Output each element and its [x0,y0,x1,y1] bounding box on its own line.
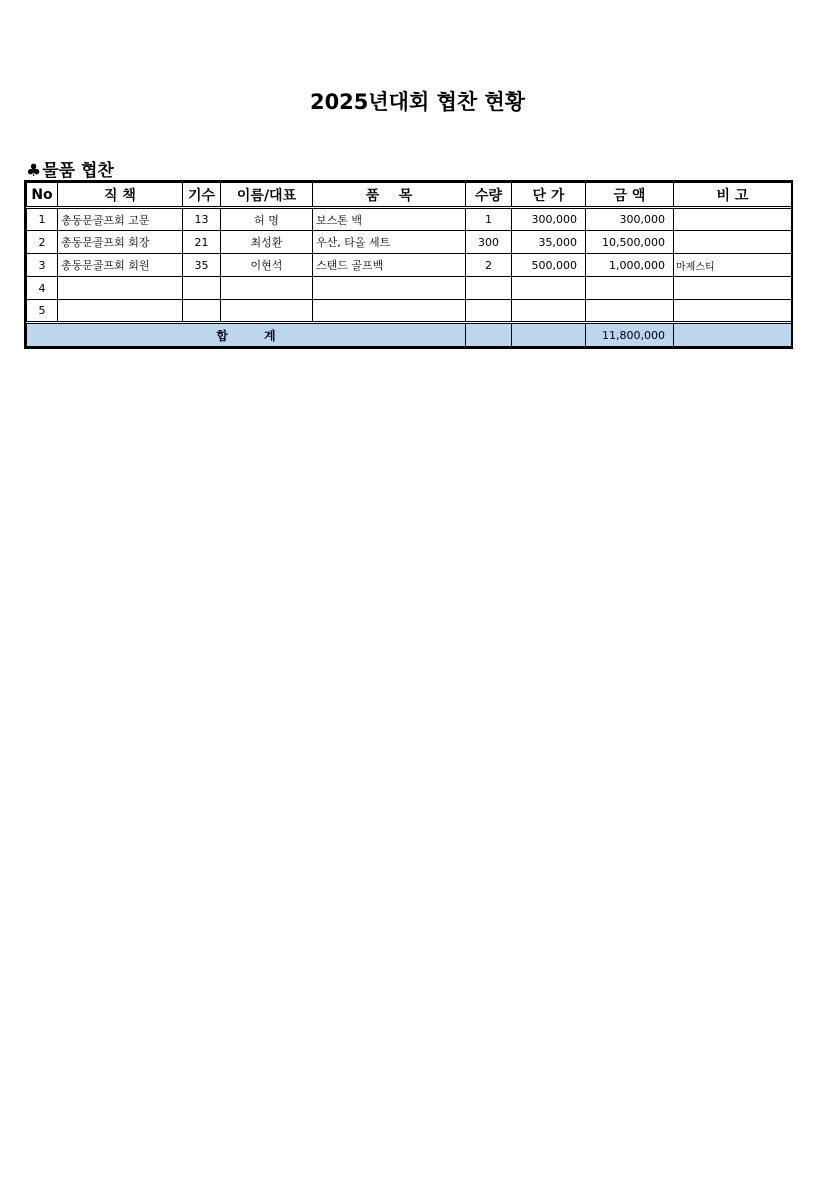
cell-unit-price: 500,000 [512,254,586,277]
total-note [674,323,792,347]
header-note: 비 고 [674,183,792,208]
sponsor-table [26,182,792,347]
section-title-text: 물품 협찬 [42,161,114,181]
cell-position: 총동문골프회 회장 [58,231,183,254]
cell-note: 마제스티 [674,254,792,277]
section-title [26,156,114,181]
cell-term: 21 [183,231,221,254]
cell-unit-price: 300,000 [512,208,586,231]
cell-amount [586,300,674,323]
document-title: 2025년대회 협찬 현황 [309,90,526,114]
cell-no: 4 [27,277,58,300]
cell-term [183,277,221,300]
cell-item: 스탠드 골프백 [313,254,466,277]
header-item: 품 목 [313,183,466,208]
cell-note [674,277,792,300]
cell-amount [586,277,674,300]
cell-unit-price [512,277,586,300]
cell-amount: 1,000,000 [586,254,674,277]
table-header-row [27,183,792,208]
cell-no: 3 [27,254,58,277]
total-row [27,323,792,347]
cell-note [674,208,792,231]
cell-no: 5 [27,300,58,323]
cell-note [674,231,792,254]
cell-position [58,277,183,300]
cell-amount: 300,000 [586,208,674,231]
total-label-second: 계 [264,328,276,343]
cell-name [221,300,313,323]
header-amount: 금 액 [586,183,674,208]
cell-item [313,300,466,323]
cell-quantity: 300 [466,231,512,254]
cell-position [58,300,183,323]
table-row [27,300,792,323]
cell-name: 허 명 [221,208,313,231]
cell-position: 총동문골프회 회원 [58,254,183,277]
cell-position: 총동문골프회 고문 [58,208,183,231]
table-row [27,208,792,231]
cell-term: 35 [183,254,221,277]
header-position: 직 책 [58,183,183,208]
total-label [27,323,466,347]
header-name: 이름/대표 [221,183,313,208]
total-amount: 11,800,000 [586,323,674,347]
sponsor-table-frame [24,180,793,349]
cell-name: 이현석 [221,254,313,277]
cell-term [183,300,221,323]
cell-quantity [466,300,512,323]
cell-unit-price [512,300,586,323]
cell-quantity: 1 [466,208,512,231]
header-quantity: 수량 [466,183,512,208]
header-unit-price: 단 가 [512,183,586,208]
table-row [27,231,792,254]
header-term: 기수 [183,183,221,208]
table-row [27,254,792,277]
cell-quantity: 2 [466,254,512,277]
cell-unit-price: 35,000 [512,231,586,254]
cell-no: 2 [27,231,58,254]
cell-note [674,300,792,323]
cell-name [221,277,313,300]
cell-item [313,277,466,300]
cell-item: 우산, 타올 세트 [313,231,466,254]
cell-item: 보스톤 백 [313,208,466,231]
cell-quantity [466,277,512,300]
total-quantity [466,323,512,347]
table-row [27,277,792,300]
total-label-first: 합 [216,328,228,343]
cell-term: 13 [183,208,221,231]
total-unit-price [512,323,586,347]
cell-amount: 10,500,000 [586,231,674,254]
header-no: No [27,183,58,208]
cell-no: 1 [27,208,58,231]
club-suit-icon: ♣ [26,161,42,181]
cell-name: 최성환 [221,231,313,254]
